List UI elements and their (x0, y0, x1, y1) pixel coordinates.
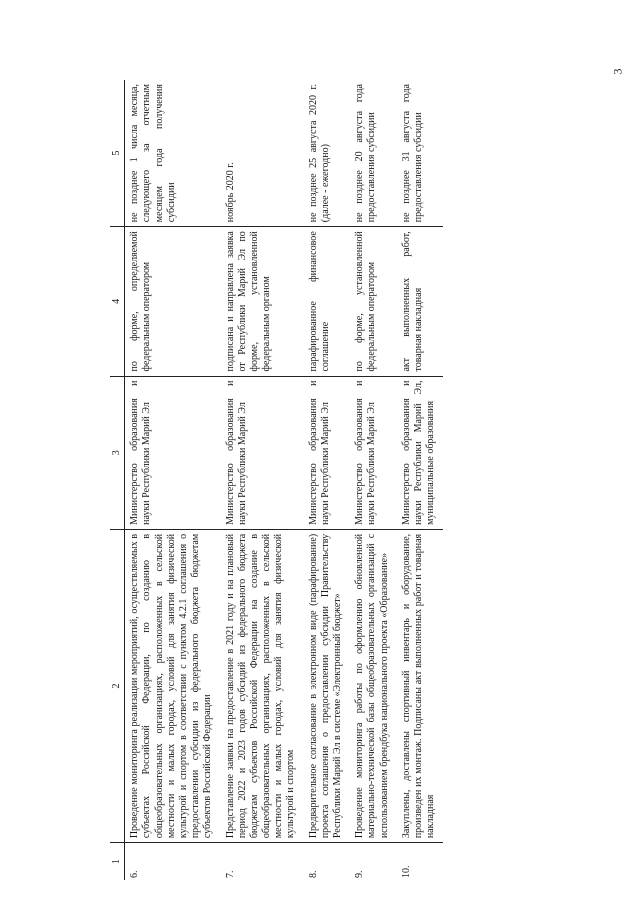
column-header: 2 (110, 529, 125, 842)
responsible-cell: Министерство образования и науки Республики Марий Эл, муниципальные образования (397, 376, 444, 529)
rotated-table-container (110, 80, 550, 880)
column-header: 3 (110, 376, 125, 529)
column-header: 4 (110, 227, 125, 376)
deadline-cell: не позднее 25 августа 2020 г. (далее - ежегодно) (304, 80, 351, 227)
result-cell: по форме, установленной федеральным оператором (350, 227, 397, 376)
table-header-row (110, 80, 125, 880)
responsible-cell: Министерство образования и науки Республики Марий Эл (350, 376, 397, 529)
column-header: 5 (110, 80, 125, 227)
deadline-cell: ноябрь 2020 г. (221, 80, 304, 227)
result-cell: парафированное финансовое соглашение (304, 227, 351, 376)
column-header: 1 (110, 843, 125, 880)
responsible-cell: Министерство образования и науки Республики Марий Эл (125, 376, 221, 529)
result-cell: подписана и направлена заявка от Республики Марий Эл по форме, установленной федеральным органом (221, 227, 304, 376)
row-number: 8. (307, 870, 319, 878)
deadline-cell: не позднее 1 числа месяца, следующего за отчетным месяцем года получения субсидии (125, 80, 221, 227)
deadline-cell: не позднее 20 августа года предоставления субсидии (350, 80, 397, 227)
activity-cell: Проведение мониторинга работы по оформлению обновленной материально-технической базы общеобразовательных организаций с использованием брендбука национального проекта «Образование» (350, 529, 397, 842)
row-number: 10. (400, 865, 412, 878)
row-number: 6. (129, 870, 141, 878)
table-row (350, 80, 397, 880)
table-row (221, 80, 304, 880)
table-row (125, 80, 221, 880)
deadline-cell: не позднее 31 августа года предоставления субсидии (397, 80, 444, 227)
table-row (397, 80, 444, 880)
responsible-cell: Министерство образования и науки Республики Марий Эл (221, 376, 304, 529)
activity-cell: Закуплены, доставлены спортивный инвентарь и оборудование, произведен их монтаж. Подписаны акт выполненных работ и товарная накладная (397, 529, 444, 842)
result-cell: акт выполненных работ, товарная накладная (397, 227, 444, 376)
page-number: 3 (610, 68, 625, 75)
activity-cell: Представление заявки на предоставление в 2021 году и на плановый период 2022 и 2023 годов субсидий из федерального бюджета бюджетам субъектов Российской Федерации на создание в общеобразовательных организациях, расположенных в сельской местности и малых городах, условий для занятия физической культурой и спортом (221, 529, 304, 842)
plan-table (110, 80, 443, 880)
activity-cell: Проведение мониторинга реализации мероприятий, осуществляемых в субъектах Российской Федерации, по созданию в общеобразовательных организациях, расположенных в сельской местности и малых городах, условий для занятия физической культурой и спортом в соответствии с пунктом 4.2.1 соглашения о предоставлении субсидии из федерального бюджета бюджетам субъектов Российской Федерации (125, 529, 221, 842)
row-number: 7. (224, 870, 236, 878)
result-cell: по форме, определяемой федеральным оператором (125, 227, 221, 376)
activity-cell: Предварительное согласование в электронном виде (парафирование) проекта соглашения о предоставлении субсидии Правительству Республики Марий Эл в системе «Электронный бюджет» (304, 529, 351, 842)
table-row (304, 80, 351, 880)
row-number: 9. (354, 870, 366, 878)
responsible-cell: Министерство образования и науки Республики Марий Эл (304, 376, 351, 529)
